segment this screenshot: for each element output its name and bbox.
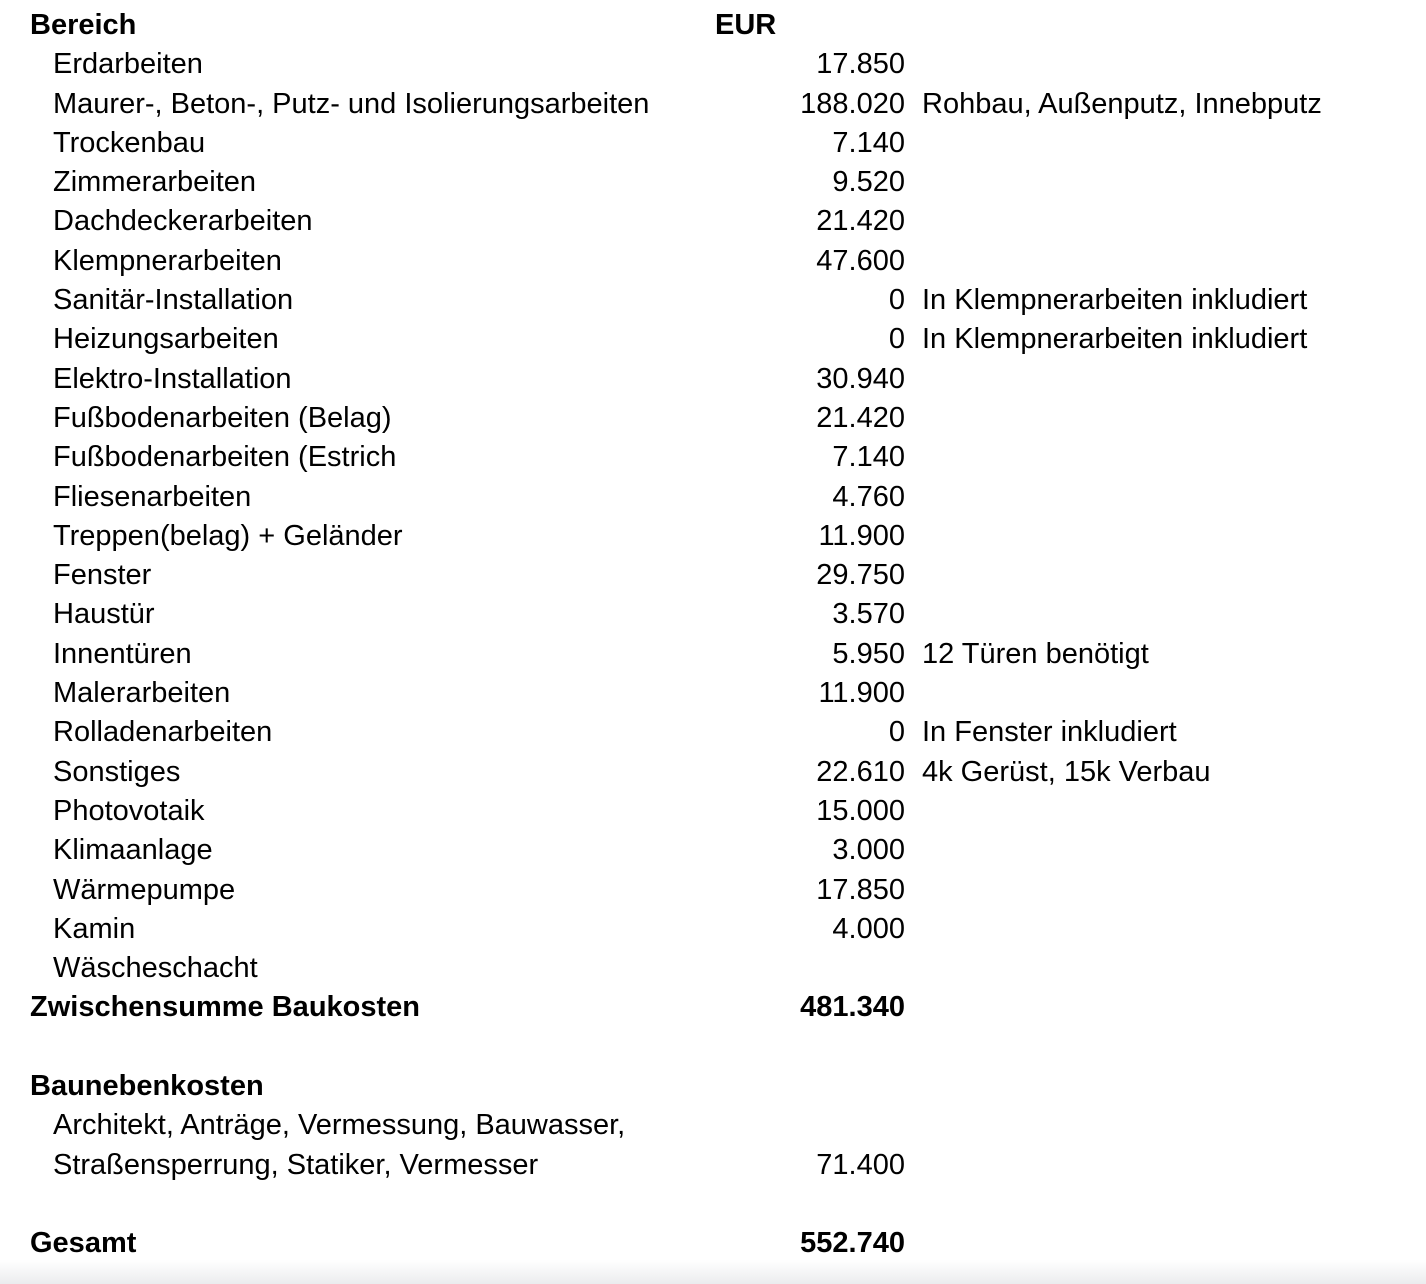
item-label: Dachdeckerarbeiten	[53, 205, 313, 238]
spacer-row	[30, 1185, 1426, 1224]
item-value: 21.420	[816, 205, 905, 238]
item-label: Maurer-, Beton-, Putz- und Isolierungsarbeiten	[53, 87, 650, 120]
table-row	[30, 674, 1426, 713]
item-label: Sanitär-Installation	[53, 284, 294, 317]
item-label: Sonstiges	[53, 755, 181, 788]
side-costs-value: 71.400	[816, 1148, 905, 1181]
item-label: Kamin	[53, 912, 136, 945]
table-row	[30, 163, 1426, 202]
item-label: Zimmerarbeiten	[53, 166, 257, 199]
item-label: Malerarbeiten	[53, 677, 231, 710]
table-row	[30, 910, 1426, 949]
subtotal-label: Zwischensumme Baukosten	[30, 991, 420, 1024]
side-costs-label-line2: Straßensperrung, Statiker, Vermesser	[53, 1148, 539, 1181]
item-label: Wärmepumpe	[53, 873, 236, 906]
item-note: In Fenster inkludiert	[922, 716, 1177, 749]
subtotal-value: 481.340	[800, 991, 905, 1024]
side-costs-row-line2	[30, 1146, 1426, 1185]
table-row	[30, 360, 1426, 399]
item-label: Treppen(belag) + Geländer	[53, 519, 403, 552]
subtotal-row	[30, 988, 1426, 1027]
item-label: Photovotaik	[53, 794, 205, 827]
items-container	[30, 45, 1426, 988]
item-label: Haustür	[53, 598, 155, 631]
item-note: In Klempnerarbeiten inkludiert	[922, 323, 1308, 356]
table-row	[30, 635, 1426, 674]
item-value: 17.850	[816, 873, 905, 906]
table-header-row	[30, 6, 1426, 45]
item-value: 15.000	[816, 794, 905, 827]
item-value: 11.900	[818, 677, 905, 710]
column-header-eur: EUR	[715, 9, 777, 41]
table-row	[30, 281, 1426, 320]
item-value: 4.000	[832, 912, 905, 945]
item-label: Elektro-Installation	[53, 362, 292, 395]
spacer-row	[30, 1028, 1426, 1067]
cost-table	[30, 6, 1426, 1264]
item-label: Klimaanlage	[53, 834, 213, 867]
item-value: 7.140	[832, 441, 905, 474]
item-label: Wäscheschacht	[53, 952, 258, 985]
total-label: Gesamt	[30, 1227, 137, 1260]
table-row	[30, 478, 1426, 517]
item-value: 3.570	[832, 598, 905, 631]
table-row	[30, 320, 1426, 359]
item-value: 11.900	[818, 519, 905, 552]
item-value: 5.950	[832, 637, 905, 670]
table-row	[30, 399, 1426, 438]
item-value: 17.850	[816, 48, 905, 81]
item-value: 0	[888, 323, 905, 356]
table-row	[30, 202, 1426, 241]
item-value: 47.600	[816, 244, 905, 277]
item-label: Rolladenarbeiten	[53, 716, 273, 749]
item-label: Innentüren	[53, 637, 192, 670]
table-row	[30, 85, 1426, 124]
total-value: 552.740	[800, 1227, 905, 1260]
item-value: 22.610	[816, 755, 905, 788]
item-note: Rohbau, Außenputz, Innebputz	[922, 87, 1322, 120]
side-costs-title-row	[30, 1067, 1426, 1106]
table-row	[30, 517, 1426, 556]
item-value: 3.000	[832, 834, 905, 867]
item-value: 0	[888, 284, 905, 317]
item-label: Fußbodenarbeiten (Belag)	[53, 401, 392, 434]
item-note: 12 Türen benötigt	[922, 637, 1149, 670]
item-label: Klempnerarbeiten	[53, 244, 282, 277]
table-row	[30, 438, 1426, 477]
table-row	[30, 871, 1426, 910]
item-value: 7.140	[832, 126, 905, 159]
table-row	[30, 713, 1426, 752]
item-value: 9.520	[832, 166, 905, 199]
item-label: Trockenbau	[53, 126, 206, 159]
item-value: 4.760	[832, 480, 905, 513]
item-value: 30.940	[816, 362, 905, 395]
item-note: In Klempnerarbeiten inkludiert	[922, 284, 1308, 317]
table-row	[30, 242, 1426, 281]
table-row	[30, 753, 1426, 792]
item-label: Fenster	[53, 559, 152, 592]
side-costs-title: Baunebenkosten	[30, 1070, 264, 1103]
side-costs-label-line1: Architekt, Anträge, Vermessung, Bauwasser,	[53, 1109, 626, 1142]
table-row	[30, 45, 1426, 84]
table-row	[30, 595, 1426, 634]
item-value: 0	[888, 716, 905, 749]
item-label: Heizungsarbeiten	[53, 323, 279, 356]
table-row	[30, 949, 1426, 988]
footer-shade	[0, 1260, 1426, 1284]
item-value: 29.750	[816, 559, 905, 592]
total-row	[30, 1224, 1426, 1263]
item-label: Fußbodenarbeiten (Estrich	[53, 441, 397, 474]
table-row	[30, 556, 1426, 595]
table-row	[30, 124, 1426, 163]
table-row	[30, 792, 1426, 831]
side-costs-row-line1	[30, 1106, 1426, 1145]
item-label: Erdarbeiten	[53, 48, 203, 81]
table-row	[30, 831, 1426, 870]
item-value: 188.020	[800, 87, 905, 120]
item-value: 21.420	[816, 401, 905, 434]
item-note: 4k Gerüst, 15k Verbau	[922, 755, 1211, 788]
column-header-bereich: Bereich	[30, 9, 137, 41]
item-label: Fliesenarbeiten	[53, 480, 252, 513]
